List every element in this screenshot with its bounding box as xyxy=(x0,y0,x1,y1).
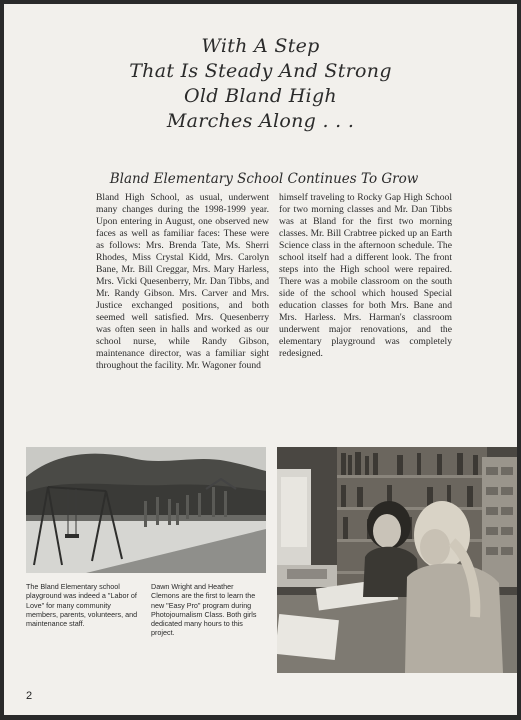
library-photo xyxy=(277,447,517,673)
library-caption: Dawn Wright and Heather Clemons are the first to learn the new "Easy Pro" program during Photojournalism Class. Both girls dedicated many hours to this project. xyxy=(151,582,257,638)
article-column-1: Bland High School, as usual, underwent many changes during the 1998-1999 year. Upon entering in August, one observed new faces as well as familiar faces: These were as follows: Mrs. Brenda Tate, Ms. Sherri Rhodes, Miss Crystal Kidd, Mrs. Carolyn Bane, Mr. Bill Creggar, Mrs. Mary Harless, Mrs. Vicki Quesenberry, Mr. Dan Tibbs, and Mr. Randy Gibson. Mrs. Carver and Mrs. Justice exchanged positions, and both seemed well satisfied. Mrs. Quesenberry was often seen in halls and worked as our school nurse, while Randy Gibson, maintenance director, was a familiar sight throughout the facility. Mr. Wagoner found xyxy=(96,192,269,371)
headline-line-2: That Is Steady And Strong xyxy=(129,60,392,82)
page-number: 2 xyxy=(26,690,33,702)
headline-line-4: Marches Along . . . xyxy=(166,110,355,132)
article-column-2: himself traveling to Rocky Gap High School for two morning classes and Mr. Dan Tibbs was at Bland for the first two morning classes. Mr. Bill Crabtree picked up an Earth Science class in the afternoon schedule. The school itself had a different look. The front steps into the High school were repaired. There was a mobile classroom on the south side of the school which housed Special education classes for both Mrs. Bane and Mrs. Harless. Mrs. Harman's classroom underwent major renovations, and the elementary playground was completely redesigned. xyxy=(279,192,452,359)
yearbook-page xyxy=(4,4,517,715)
playground-photo xyxy=(26,447,266,573)
headline xyxy=(4,34,517,134)
article-title: Bland Elementary School Continues To Grow xyxy=(109,171,419,187)
headline-line-1: With A Step xyxy=(201,35,320,57)
playground-caption: The Bland Elementary school playground was indeed a "Labor of Love" for many community members, parents, volunteers, and maintenance staff. xyxy=(26,582,138,629)
headline-line-3: Old Bland High xyxy=(184,85,337,107)
